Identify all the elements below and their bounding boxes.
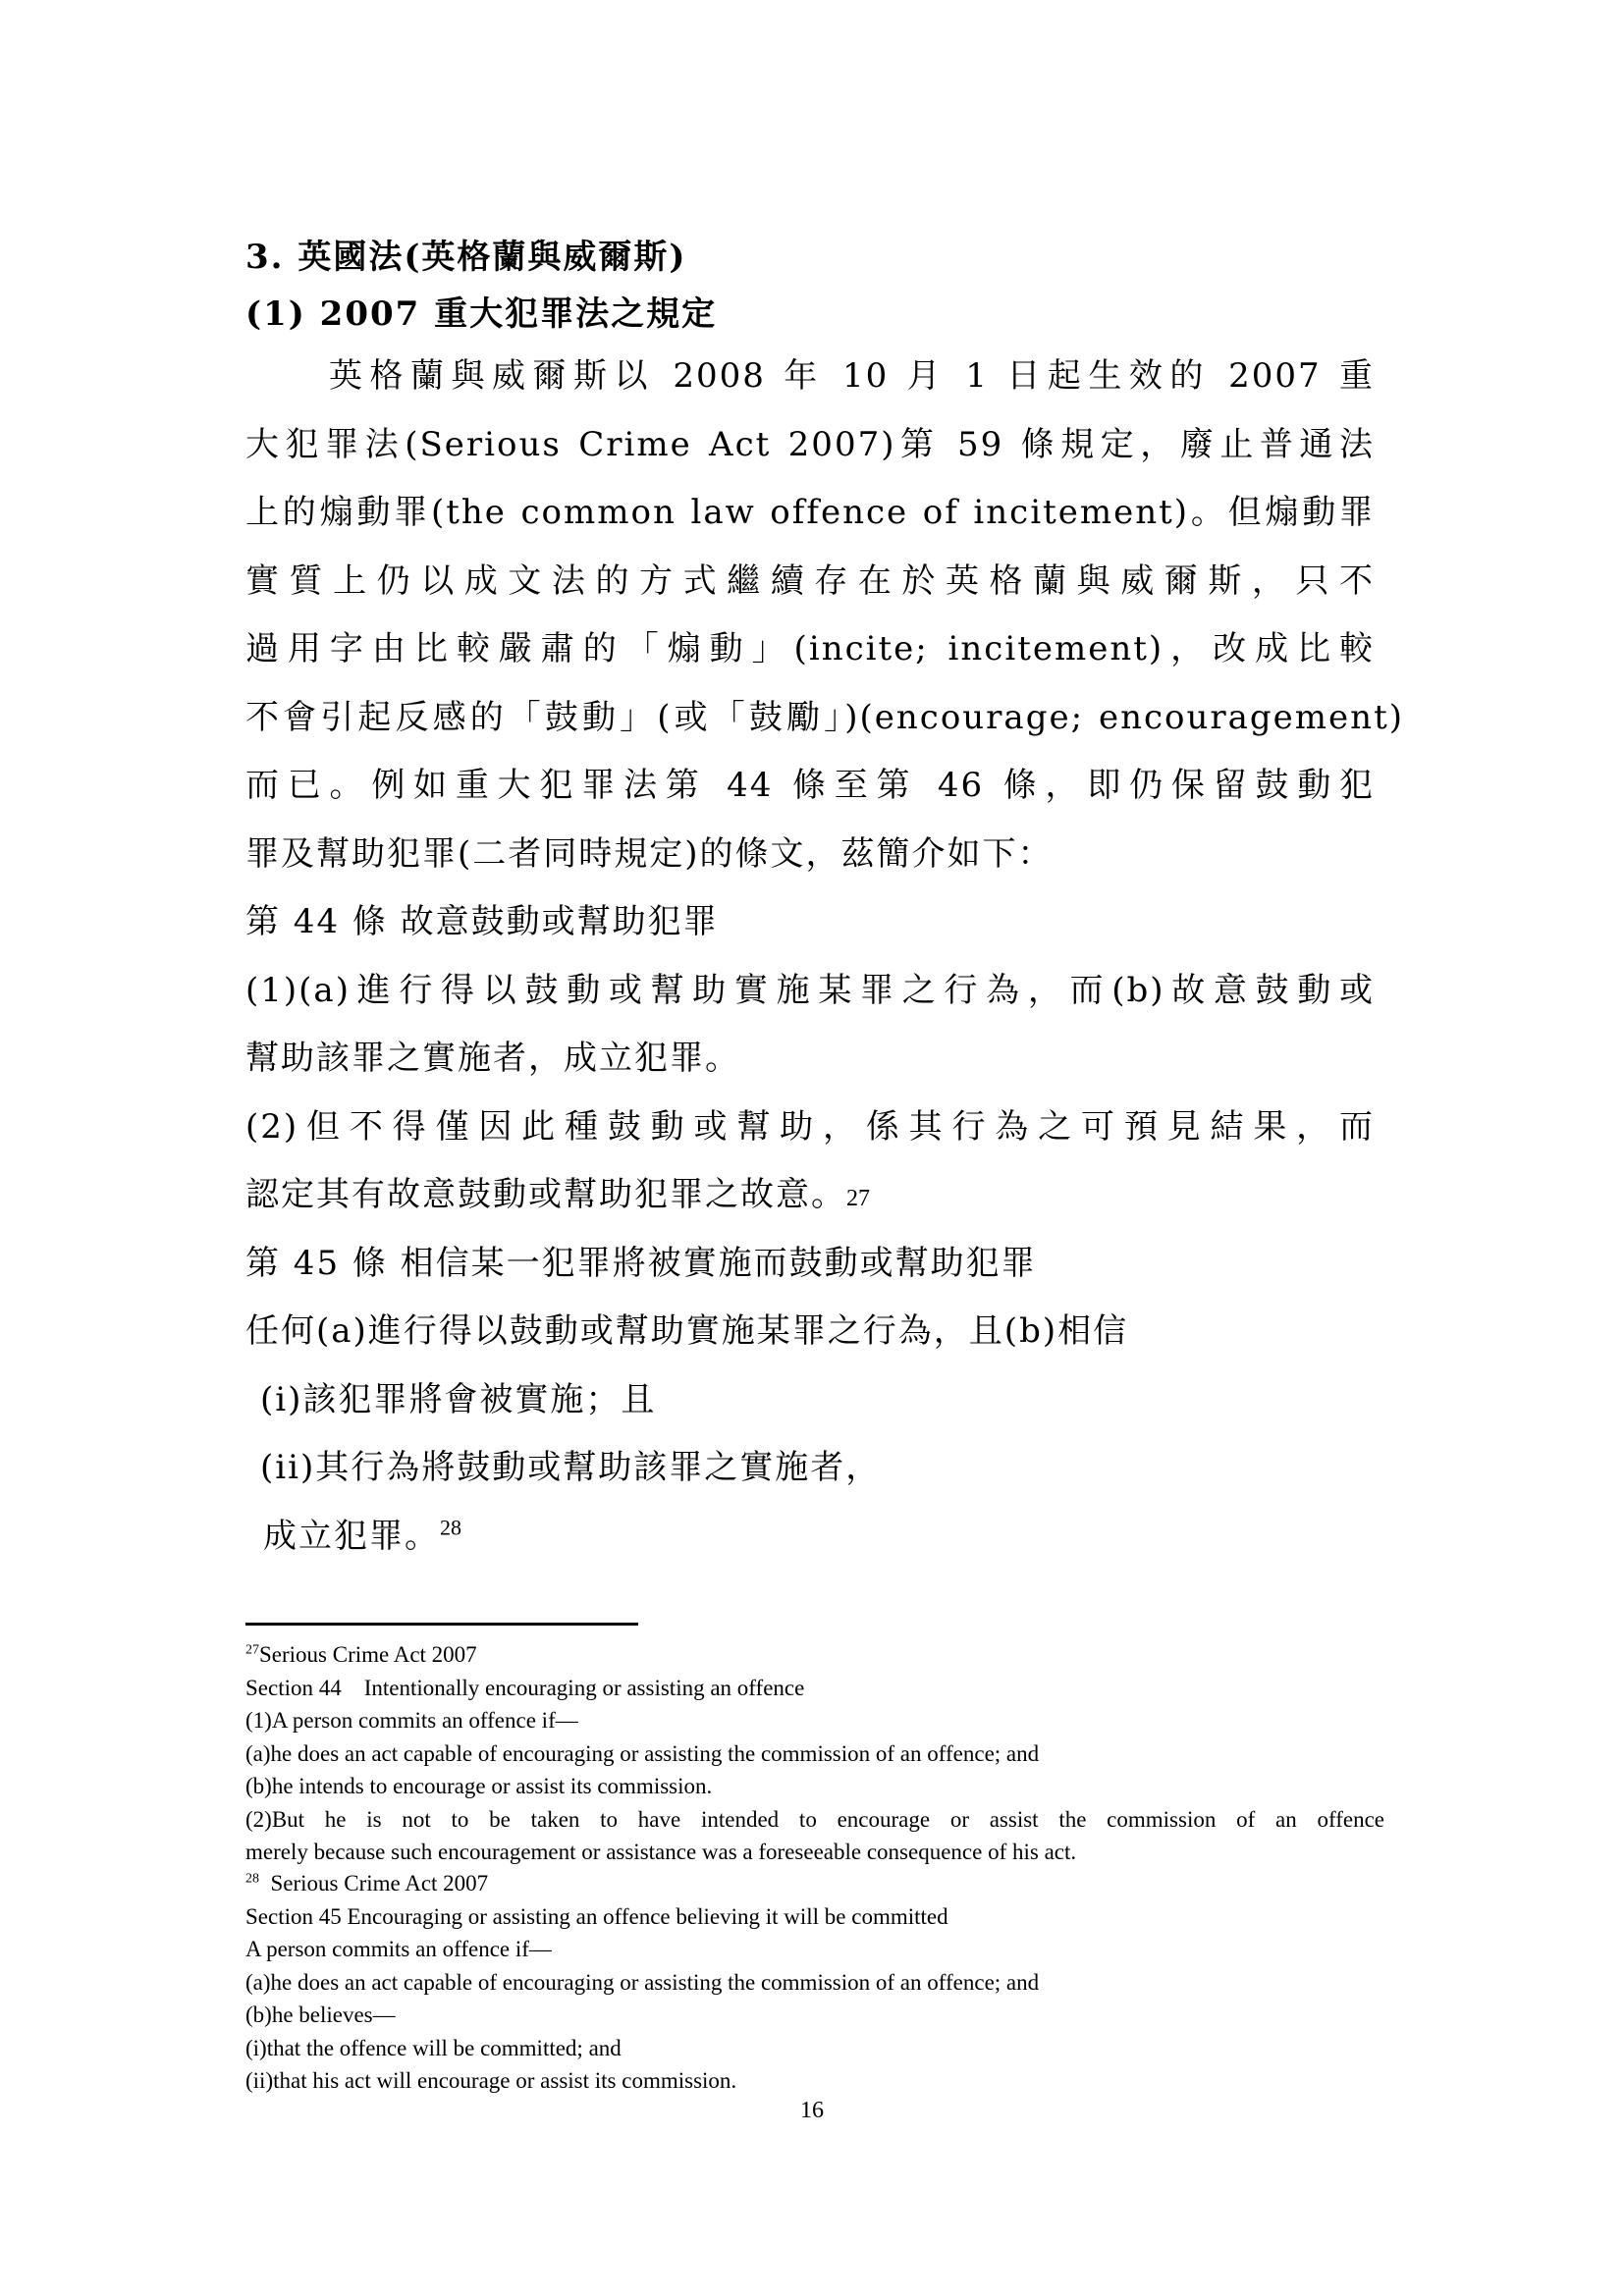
section-44-title: 第 44 條 故意鼓動或幫助犯罪 [245, 902, 719, 941]
body-line: 實質上仍以成文法的方式繼續存在於英格蘭與威爾斯，只不 [245, 561, 1375, 601]
body-line: 上的煽動罪(the common law offence of incitement)。但煽動罪 [245, 493, 1375, 532]
section-44-line: (1)(a)進行得以鼓動或幫助實施某罪之行為，而(b)故意鼓動或 [245, 971, 1375, 1010]
footnote-line: (a)he does an act capable of encouraging or assisting the commission of an offence; and [245, 1970, 1040, 1995]
footnote-line: Section 45 Encouraging or assisting an offence believing it will be committed [245, 1904, 948, 1929]
footnote-number: 28 [245, 1871, 259, 1887]
footnote-line: (b)he intends to encourage or assist its commission. [245, 1774, 713, 1798]
footnote-line: (i)that the offence will be committed; and [245, 2036, 622, 2060]
footnote-line: (1)A person commits an offence if— [245, 1708, 578, 1733]
footnote-line: Section 44 Intentionally encouraging or assisting an offence [245, 1676, 805, 1700]
footnote-line: (a)he does an act capable of encouraging or assisting the commission of an offence; and [245, 1741, 1040, 1766]
footnote-line: (ii)that his act will encourage or assist its commission. [245, 2068, 737, 2093]
subsection-heading: (1) 2007 重大犯罪法之規定 [245, 294, 718, 334]
footnote-line: (b)he believes— [245, 2002, 396, 2027]
section-44-text: 認定其有故意鼓動或幫助犯罪之故意。 [245, 1175, 846, 1214]
section-45-line: (ii)其行為將鼓動或幫助該罪之實施者， [260, 1448, 882, 1487]
section-45-text: 成立犯罪。 [263, 1517, 440, 1556]
section-45-line [263, 1517, 461, 1556]
section-44-line: 幫助該罪之實施者，成立犯罪。 [245, 1039, 740, 1078]
footnote-ref-27[interactable]: 27 [846, 1186, 870, 1211]
footnote-separator [245, 1623, 638, 1626]
body-line: 罪及幫助犯罪(二者同時規定)的條文，茲簡介如下： [245, 834, 1054, 874]
footnote-line [245, 1640, 477, 1670]
footnote-line: A person commits an offence if— [245, 1937, 552, 1961]
section-heading: 3. 英國法(英格蘭與威爾斯) [245, 238, 687, 277]
footnote-number: 27 [245, 1642, 259, 1658]
body-line: 英格蘭與威爾斯以 2008 年 10 月 1 日起生效的 2007 重 [329, 356, 1375, 396]
section-45-line: 任何(a)進行得以鼓動或幫助實施某罪之行為，且(b)相信 [245, 1311, 1129, 1351]
footnote-ref-28[interactable]: 28 [440, 1515, 461, 1540]
body-line: 過用字由比較嚴肅的「煽動」(incite; incitement)，改成比較 [245, 629, 1375, 668]
footnote-text: Serious Crime Act 2007 [259, 1871, 489, 1896]
section-44-line: (2)但不得僅因此種鼓動或幫助，係其行為之可預見結果，而 [245, 1107, 1375, 1147]
footnote-line: merely because such encouragement or assistance was a foreseeable consequence of his act. [245, 1840, 1077, 1864]
footnote-text: Serious Crime Act 2007 [259, 1642, 477, 1667]
body-line: 不會引起反感的「鼓動」(或「鼓勵」)(encourage; encouragement) [245, 698, 1404, 737]
page-number: 16 [800, 2098, 824, 2123]
body-line: 大犯罪法(Serious Crime Act 2007)第 59 條規定，廢止普通法 [245, 425, 1375, 464]
section-45-line: (i)該犯罪將會被實施；且 [260, 1380, 657, 1419]
footnote-line [245, 1869, 488, 1898]
section-44-line [245, 1175, 870, 1218]
section-45-title: 第 45 條 相信某一犯罪將被實施而鼓動或幫助犯罪 [245, 1244, 1037, 1283]
body-line: 而已。例如重大犯罪法第 44 條至第 46 條，即仍保留鼓動犯 [245, 766, 1375, 805]
footnote-line: (2)But he is not to be taken to have intended to encourage or assist the commission of an offence [245, 1807, 1384, 1832]
